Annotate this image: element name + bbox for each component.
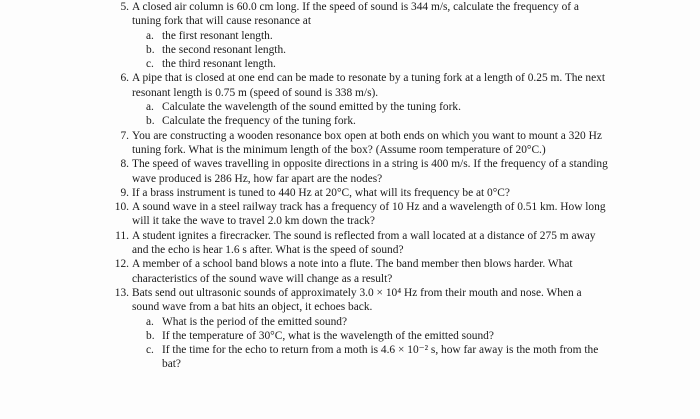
question-text: A sound wave in a steel railway track has a frequency of 10 Hz and a wavelength of 0.51 km. How long will it take the wave to travel 2.0 km down the track? bbox=[132, 201, 606, 228]
sub-question-letter: a. bbox=[146, 101, 154, 114]
question-number: 7. bbox=[120, 129, 129, 142]
sub-question-letter: c. bbox=[146, 344, 154, 357]
sub-question-text: Calculate the wavelength of the sound emitted by the tuning fork. bbox=[162, 101, 461, 114]
sub-question-text: If the time for the echo to return from a moth is 4.6 × 10⁻² s, how far away is the moth from the bat? bbox=[162, 344, 599, 371]
question-text: If a brass instrument is tuned to 440 Hz at 20°C, what will its frequency be at 0°C? bbox=[132, 186, 510, 199]
sub-question bbox=[146, 329, 608, 343]
question-text: A member of a school band blows a note into a flute. The band member then blows harder. What characteristics of the sound wave will change as a result? bbox=[132, 258, 573, 285]
sub-question-text: the third resonant length. bbox=[162, 58, 276, 71]
sub-question bbox=[146, 114, 608, 128]
question-text: You are constructing a wooden resonance box open at both ends on which you want to mount a 320 Hz tuning fork. What is the minimum length of the box? (Assume room temperature of 20°C.) bbox=[132, 129, 602, 156]
question-number: 6. bbox=[120, 72, 129, 85]
question-12 bbox=[108, 257, 608, 286]
sub-question bbox=[146, 43, 608, 57]
question-number: 11. bbox=[115, 229, 129, 242]
question-number: 12. bbox=[114, 258, 129, 271]
question-text: Bats send out ultrasonic sounds of approximately 3.0 × 10⁴ Hz from their mouth and nose. When a sound wave from a bat hits an object, it echoes back. bbox=[132, 286, 582, 314]
sub-question bbox=[146, 343, 608, 372]
sub-question-letter: b. bbox=[146, 115, 155, 128]
sub-question-text: If the temperature of 30°C, what is the wavelength of the emitted sound? bbox=[162, 329, 494, 342]
sub-question-letter: a. bbox=[146, 315, 154, 328]
sub-question bbox=[146, 29, 608, 43]
sub-question-text: the first resonant length. bbox=[162, 29, 273, 42]
question-10 bbox=[108, 200, 608, 229]
question-8 bbox=[108, 157, 608, 186]
sub-question bbox=[146, 100, 608, 114]
question-text: A closed air column is 60.0 cm long. If the speed of sound is 344 m/s, calculate the frequency of a tuning fork that will cause resonance at bbox=[132, 1, 579, 28]
question-11 bbox=[108, 229, 608, 258]
question-number: 13. bbox=[114, 286, 129, 299]
sub-question-list bbox=[132, 29, 608, 72]
question-6 bbox=[108, 71, 608, 128]
question-number: 5. bbox=[120, 1, 129, 13]
sub-question-list bbox=[132, 315, 608, 372]
sub-question bbox=[146, 315, 608, 329]
sub-question-letter: c. bbox=[146, 58, 154, 71]
sub-question-letter: b. bbox=[146, 329, 155, 342]
question-text: A student ignites a firecracker. The sound is reflected from a wall located at a distance of 275 m away and the echo is hear 1.6 s after. What is the speed of sound? bbox=[132, 229, 596, 257]
question-7 bbox=[108, 129, 608, 158]
question-number: 10. bbox=[114, 201, 129, 214]
sub-question bbox=[146, 57, 608, 71]
sub-question-letter: a. bbox=[146, 29, 154, 42]
question-list bbox=[108, 0, 608, 372]
question-number: 9. bbox=[120, 186, 129, 199]
sub-question-letter: b. bbox=[146, 43, 155, 56]
question-text: The speed of waves travelling in opposite directions in a string is 400 m/s. If the frequency of a standing wave produced is 286 Hz, how far apart are the nodes? bbox=[132, 158, 608, 185]
question-number: 8. bbox=[120, 158, 129, 171]
sub-question-text: Calculate the frequency of the tuning fork. bbox=[162, 115, 356, 128]
sub-question-text: What is the period of the emitted sound? bbox=[162, 315, 348, 328]
sub-question-text: the second resonant length. bbox=[162, 43, 286, 56]
question-5 bbox=[108, 0, 608, 71]
question-13 bbox=[108, 286, 608, 372]
sub-question-list bbox=[132, 100, 608, 129]
question-9 bbox=[108, 186, 608, 200]
question-text: A pipe that is closed at one end can be made to resonate by a tuning fork at a length of 0.25 m. The next resonant length is 0.75 m (speed of sound is 338 m/s). bbox=[132, 72, 605, 99]
